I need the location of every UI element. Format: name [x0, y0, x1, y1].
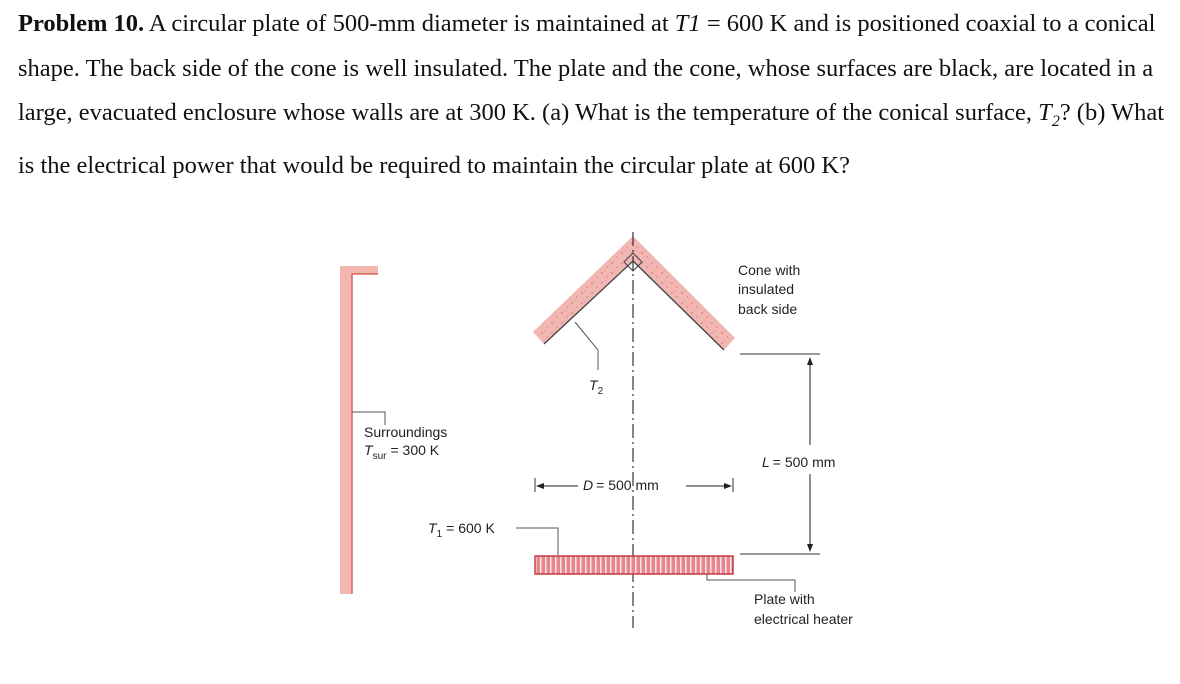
plate-label-line1: Plate with [754, 591, 815, 607]
t2-leader [575, 322, 598, 370]
problem-label: Problem 10. [18, 10, 145, 37]
problem-text-part2: = 600 K and is positioned coaxial to a conical shape. The back side of the cone is well insulated. The plate and the cone, whose surfaces are black, are located in a large, evacuated enclosure whose walls are at 300 K. (a) What is the temperature of the conical surface, [18, 10, 1156, 126]
heated-plate [535, 556, 733, 574]
cone-label-line3: back side [738, 301, 798, 317]
surroundings-label: Surroundings [364, 424, 448, 440]
tsur-label: $T_{sur} = 300$ K [364, 442, 440, 462]
svg-text:Plate with electrical heat [754, 591, 853, 627]
t1-label: $T_1 = 600$ K [428, 520, 495, 540]
plate-label-line2: electrical heater [754, 611, 853, 627]
t2-label: $T_2$ [589, 377, 604, 397]
cone-shape [533, 236, 735, 350]
plate-leader [707, 574, 795, 592]
length-label: L = 500 mm [762, 454, 836, 470]
diameter-label: D = 500 mm [583, 477, 659, 493]
problem-text-part3: ? (b) What is the electrical power that would be required to maintain the circular plate at 600 K? [18, 99, 1165, 180]
problem-text-part1: A circular plate of 500-mm diameter is maintained at [148, 10, 669, 37]
svg-text:Cone with insulated ba [738, 262, 804, 317]
cone-label-line2: insulated [738, 281, 795, 297]
t1-leader [516, 528, 558, 555]
t2-symbol: $T_2$ [1038, 99, 1060, 130]
t1-symbol: T1 [674, 10, 701, 37]
cone-label-line1: Cone with [738, 262, 801, 278]
